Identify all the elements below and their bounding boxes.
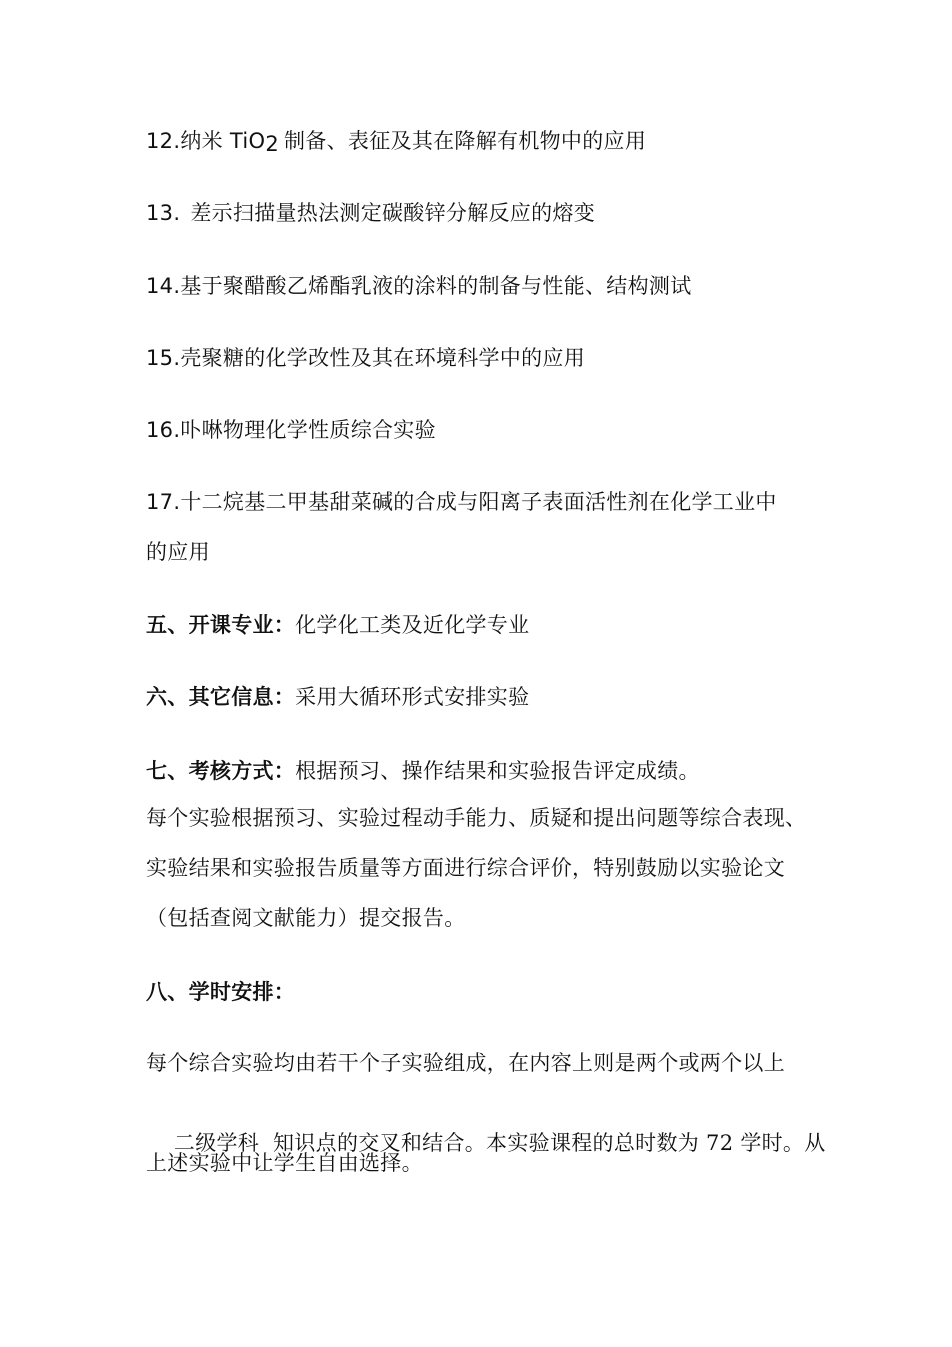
section-heading: 五、开课专业： [146, 612, 296, 637]
item-number: 17. [146, 490, 181, 514]
section-heading: 七、考核方式： [146, 758, 296, 783]
item-text: 卟啉物理化学性质综合实验 [180, 418, 436, 442]
section-text: 化学化工类及近化学专业 [295, 613, 530, 637]
section-seven-para-line3 [146, 903, 466, 933]
section-six [146, 682, 529, 712]
paragraph-text: 上述实验中让学生自由选择。 [146, 1151, 423, 1175]
paragraph-text: （包括查阅文献能力）提交报告。 [146, 906, 466, 930]
item-text-line2: 的应用 [146, 540, 210, 564]
item-number: 15. [146, 346, 181, 370]
item-number: 12. [146, 129, 181, 153]
section-five [146, 610, 529, 640]
item-text-b: 制备、表征及其在降解有机物中的应用 [284, 129, 647, 153]
item-text: 差示扫描量热法测定碳酸锌分解反应的熔变 [190, 201, 596, 225]
paragraph-text: 每个实验根据预习、实验过程动手能力、质疑和提出问题等综合表现、 [146, 806, 807, 830]
item-number: 16. [146, 418, 181, 442]
item-number: 14. [146, 274, 181, 298]
paragraph-text: 每个综合实验均由若干个子实验组成，在内容上则是两个或两个以上 [146, 1051, 785, 1075]
list-item-16 [146, 415, 436, 445]
section-seven [146, 756, 700, 786]
list-item-14 [146, 271, 692, 301]
item-text-line1: 十二烷基二甲基甜菜碱的合成与阳离子表面活性剂在化学工业中 [180, 490, 777, 514]
section-text: 根据预习、操作结果和实验报告评定成绩。 [295, 759, 700, 783]
document-page [146, 0, 826, 1347]
item-number: 13. [146, 201, 181, 225]
list-item-12 [146, 126, 646, 156]
section-eight [146, 977, 295, 1007]
list-item-13 [146, 198, 595, 228]
item-text: 壳聚糖的化学改性及其在环境科学中的应用 [180, 346, 586, 370]
list-item-15 [146, 343, 585, 373]
paragraph-text: 二级学科 知识点的交叉和结合。本实验课程的总时数为 72 学时。从 [173, 1131, 826, 1155]
section-seven-para-line1 [146, 803, 806, 833]
section-eight-para-line3 [146, 1148, 423, 1178]
item-text-a: 纳米 [180, 129, 230, 153]
chem-subscript: 2 [265, 132, 280, 156]
section-seven-para-line2 [146, 853, 785, 883]
section-text: 采用大循环形式安排实验 [295, 685, 530, 709]
chem-formula: TiO [229, 129, 266, 153]
section-heading: 六、其它信息： [146, 684, 296, 709]
section-eight-para-line1 [146, 1048, 785, 1078]
item-text: 基于聚醋酸乙烯酯乳液的涂料的制备与性能、结构测试 [180, 274, 692, 298]
list-item-17 [146, 487, 777, 517]
paragraph-text: 实验结果和实验报告质量等方面进行综合评价，特别鼓励以实验论文 [146, 856, 785, 880]
section-heading: 八、学时安排： [146, 979, 296, 1004]
list-item-17-cont [146, 537, 210, 567]
